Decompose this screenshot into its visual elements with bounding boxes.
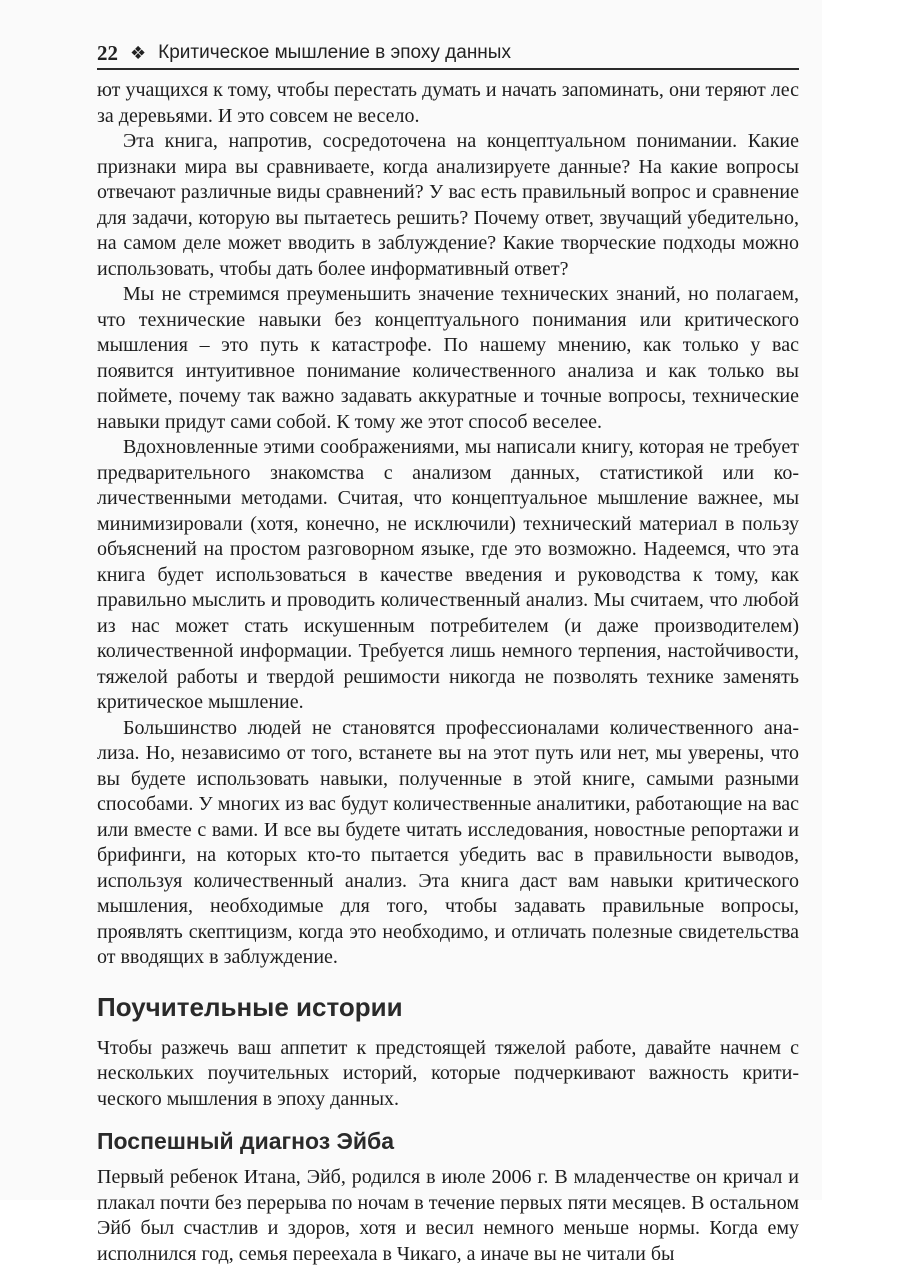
- page-number: 22: [97, 40, 118, 65]
- page-body: [97, 78, 799, 1267]
- paragraph-1: ют учащихся к тому, чтобы перестать думать и начать запоминать, они теряют лес за деревьями. И это совсем не весело.: [97, 79, 799, 127]
- page-margin: [822, 0, 900, 1200]
- paragraph-6: Чтобы разжечь ваш аппетит к предстоящей тяжелой работе, давайте начнем с нескольких поучительных историй, которые подчеркивают важность критического мышления в эпоху данных.: [97, 1036, 799, 1110]
- ornament-icon: ❖: [130, 42, 147, 63]
- paragraph-4: Вдохновленные этими соображениями, мы написали книгу, которая не требует предварительного знакомства с анализом данных, статистикой или количественными методами. Считая, что концептуальное мышление важнее, мы минимизировали (хотя, конечно, не исключили) технический материал в пользу объяснений на простом разговорном языке, где это возможно. Надеемся, что эта книга будет использоваться в качестве введения и руководства к тому, как правильно мыслить и проводить количественный анализ. Мы считаем, что любой из нас может стать искушенным потребителем (и даже производителем) количественной информации. Требуется лишь немного терпения, настойчивости, тяжелой работы и твердой решимости никогда не позволять технике заменять критическое мышление.: [97, 436, 799, 713]
- paragraph-5: Большинство людей не становятся профессионалами количественного анализа. Но, независимо от того, встанете вы на этот путь или нет, мы уверены, что вы будете использовать навыки, полученные в этой книге, самыми разными способами. У многих из вас будут количественные аналитики, работающие на вас или вместе с вами. И все вы будете читать исследования, новостные репортажи и брифинги, на которых кто-то пытается убедить вас в правильности выводов, используя количественный анализ. Эта книга даст вам навыки критического мышления, необходимые для того, чтобы задавать правильные вопросы, проявлять скептицизм, когда это необходимо, и отличать полезные свидетельства от вводящих в заблуждение.: [97, 716, 799, 968]
- running-header: [97, 38, 799, 70]
- subsection-heading: Поспешный диагноз Эйба: [97, 1128, 395, 1154]
- paragraph-7: Первый ребенок Итана, Эйб, родился в июле 2006 г. В младенчестве он кричал и плакал почти без перерыва по ночам в течение первых пяти месяцев. В остальном Эйб был счастлив и здоров, хотя и весил немного меньше нормы. Когда ему исполнился год, семья переехала в Чикаго, а иначе вы не читали бы: [97, 1166, 799, 1265]
- paragraph-2: Эта книга, напротив, сосредоточена на концептуальном понимании. Какие признаки мира вы сравниваете, когда анализируете данные? На какие вопросы отвечают различные виды сравнений? У вас есть правильный вопрос и сравнение для задачи, которую вы пытаетесь решить? Почему ответ, звучащий убедительно, на самом деле может вводить в заблуждение? Какие творческие подходы можно использовать, чтобы дать более информативный ответ?: [97, 130, 799, 280]
- paragraph-3: Мы не стремимся преуменьшить значение технических знаний, но полагаем, что технические навыки без концептуального понимания или критического мышления – это путь к катастрофе. По нашему мнению, как только у вас появится интуитивное понимание количественного анализа и как только вы поймете, почему так важно задавать аккуратные и точные вопросы, технические навыки придут сами собой. К тому же этот способ веселее.: [97, 283, 799, 433]
- running-title: Критическое мышление в эпоху данных: [158, 42, 511, 63]
- section-heading: Поучительные истории: [97, 991, 403, 1022]
